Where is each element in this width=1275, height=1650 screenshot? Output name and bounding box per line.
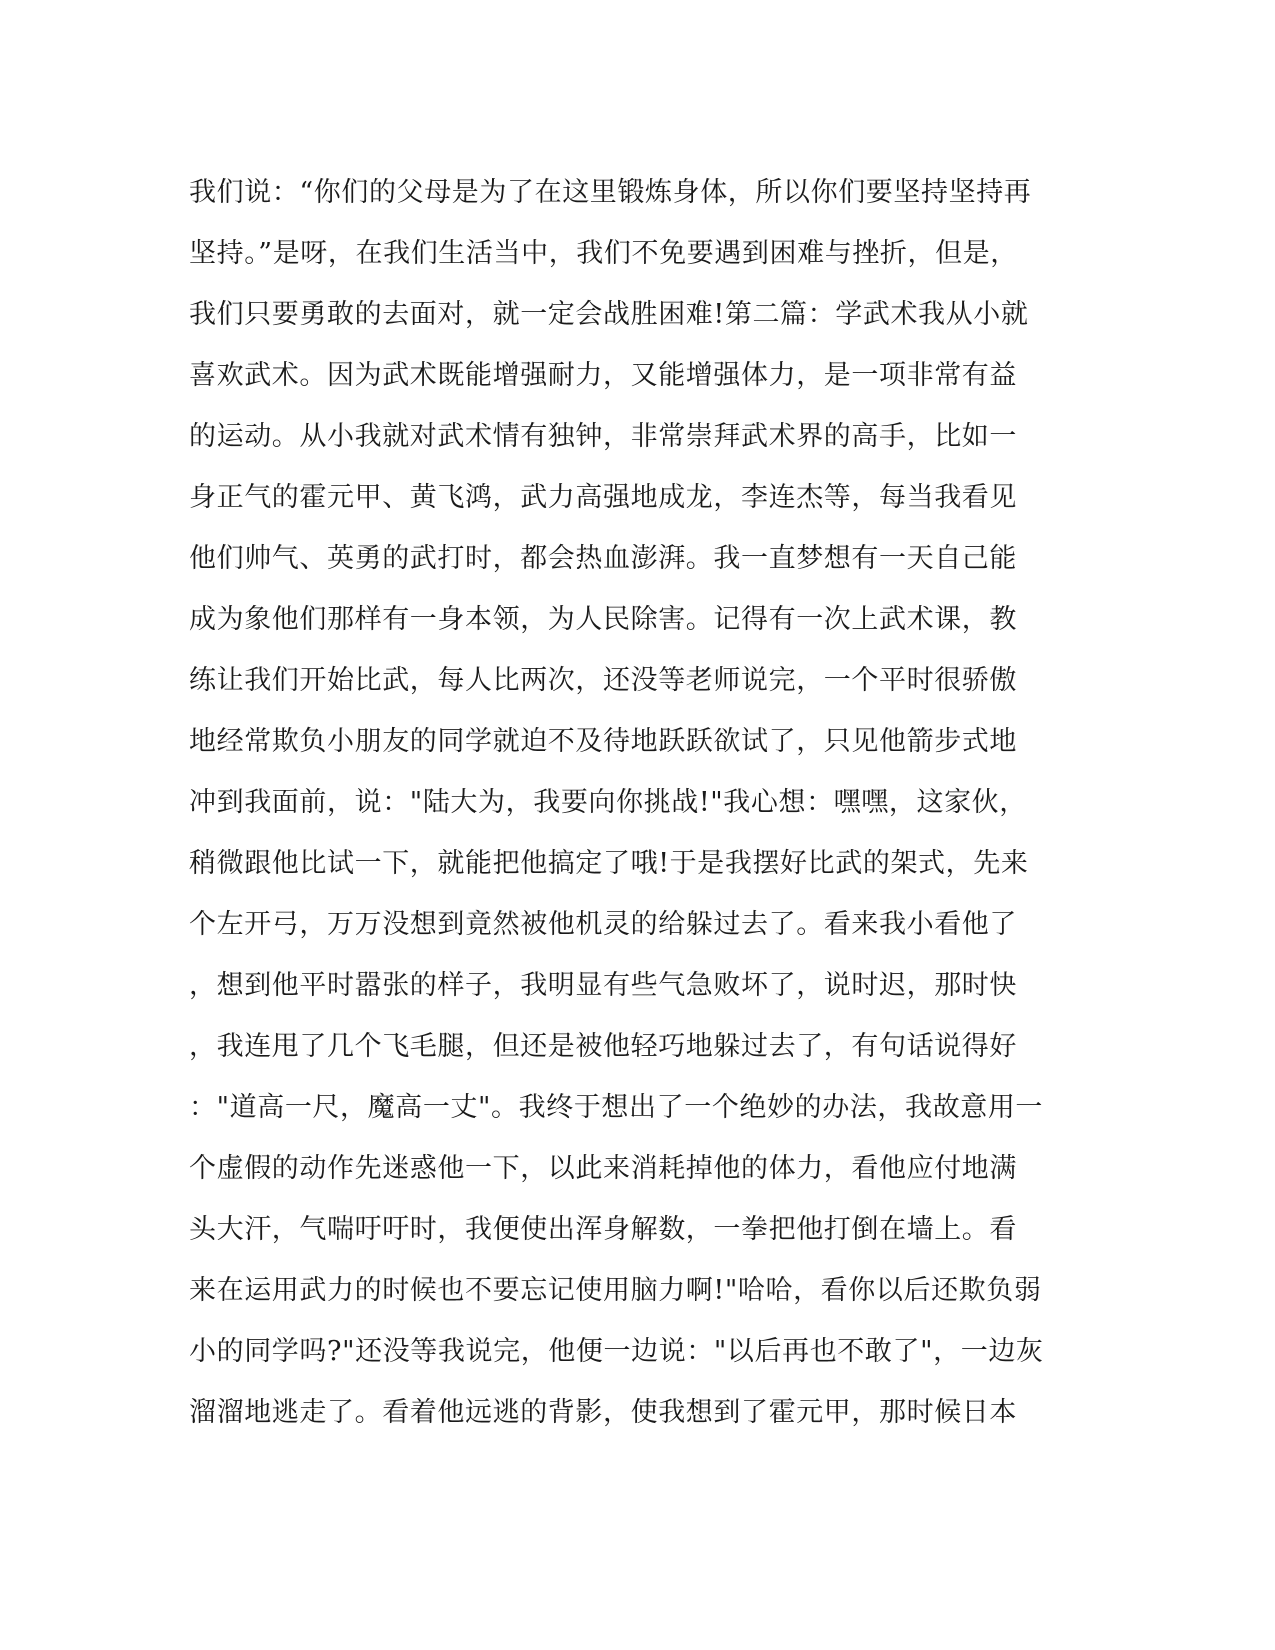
- text-line: 头大汗，气喘吁吁时，我便使出浑身解数，一拳把他打倒在墙上。看: [189, 1214, 1017, 1245]
- text-line: ："道高一尺，魔高一丈"。我终于想出了一个绝妙的办法，我故意用一: [189, 1092, 1044, 1123]
- text-line: 练让我们开始比武，每人比两次，还没等老师说完，一个平时很骄傲: [189, 665, 1017, 696]
- text-line: 小的同学吗?"还没等我说完，他便一边说："以后再也不敢了"，一边灰: [189, 1336, 1044, 1367]
- text-line: 喜欢武术。因为武术既能增强耐力，又能增强体力，是一项非常有益: [189, 360, 1017, 391]
- text-line: 个左开弓，万万没想到竟然被他机灵的给躲过去了。看来我小看他了: [189, 909, 1017, 940]
- text-line: 身正气的霍元甲、黄飞鸿，武力高强地成龙，李连杰等，每当我看见: [189, 482, 1017, 513]
- text-line: 坚持。”是呀，在我们生活当中，我们不免要遇到困难与挫折，但是，: [189, 238, 1018, 269]
- text-line: 来在运用武力的时候也不要忘记使用脑力啊!"哈哈，看你以后还欺负弱: [189, 1275, 1042, 1306]
- text-line: 个虚假的动作先迷惑他一下，以此来消耗掉他的体力，看他应付地满: [189, 1153, 1017, 1184]
- text-line: 成为象他们那样有一身本领，为人民除害。记得有一次上武术课，教: [189, 604, 1017, 635]
- text-line: 溜溜地逃走了。看着他远逃的背影，使我想到了霍元甲，那时候日本: [189, 1397, 1017, 1428]
- text-line: 的运动。从小我就对武术情有独钟，非常崇拜武术界的高手，比如一: [189, 421, 1017, 452]
- text-line: 稍微跟他比试一下，就能把他搞定了哦!于是我摆好比武的架式，先来: [189, 848, 1029, 879]
- text-line: 地经常欺负小朋友的同学就迫不及待地跃跃欲试了，只见他箭步式地: [189, 726, 1017, 757]
- text-line: ，想到他平时嚣张的样子，我明显有些气急败坏了，说时迟，那时快: [189, 970, 1017, 1001]
- text-line: 我们说：“你们的父母是为了在这里锻炼身体，所以你们要坚持坚持再: [189, 177, 1032, 208]
- text-line: 我们只要勇敢的去面对，就一定会战胜困难!第二篇：学武术我从小就: [189, 299, 1029, 330]
- text-line: 冲到我面前，说："陆大为，我要向你挑战!"我心想：嘿嘿，这家伙，: [189, 787, 1027, 818]
- body-text: [189, 162, 1089, 1443]
- text-line: 他们帅气、英勇的武打时，都会热血澎湃。我一直梦想有一天自己能: [189, 543, 1017, 574]
- text-line: ，我连甩了几个飞毛腿，但还是被他轻巧地躲过去了，有句话说得好: [189, 1031, 1017, 1062]
